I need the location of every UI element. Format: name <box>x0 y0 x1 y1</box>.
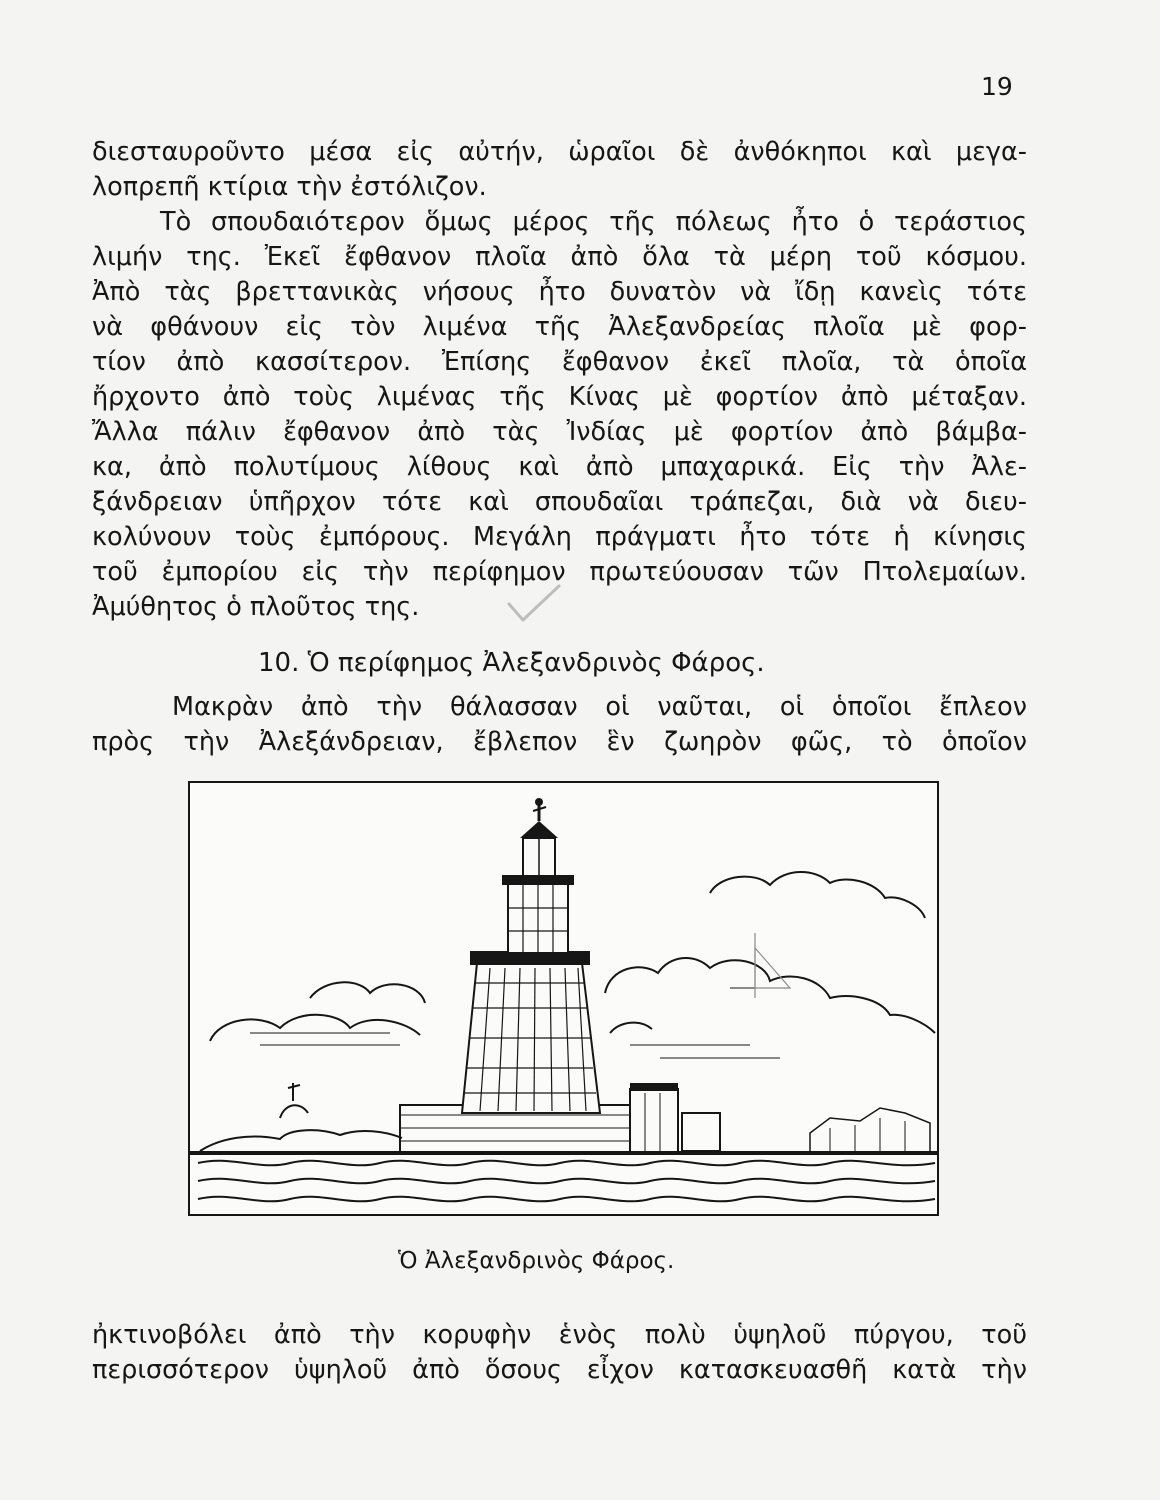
text-line: ἤρχοντο ἀπὸ τοὺς λιμένας τῆς Κίνας μὲ φορτίον ἀπὸ μέταξαν. <box>92 382 1027 412</box>
section-heading: 10. Ὁ περίφημος Ἀλεξανδρινὸς Φάρος. <box>258 648 765 678</box>
text-line: κολύνουν τοὺς ἐμπόρους. Μεγάλη πράγματι ἦτο τότε ἡ κίνησις <box>92 522 1027 552</box>
lighthouse-illustration <box>188 781 939 1216</box>
text-line: ξάνδρειαν ὑπῆρχον τότε καὶ σπουδαῖαι τράπεζαι, διὰ νὰ διευ- <box>92 487 1027 517</box>
text-line: Ἀπὸ τὰς βρεττανικὰς νήσους ἦτο δυνατὸν νὰ ἴδῃ κανεὶς τότε <box>92 277 1027 307</box>
text-line: ἠκτινοβόλει ἀπὸ τὴν κορυφὴν ἑνὸς πολὺ ὑψηλοῦ πύργου, τοῦ <box>92 1320 1027 1350</box>
text-line: νὰ φθάνουν εἰς τὸν λιμένα τῆς Ἀλεξανδρείας πλοῖα μὲ φορ- <box>92 312 1027 342</box>
page-number: 19 <box>981 72 1013 101</box>
check-mark-icon <box>505 580 565 630</box>
text-line: λιμήν της. Ἐκεῖ ἔφθανον πλοῖα ἀπὸ ὅλα τὰ μέρη τοῦ κόσμου. <box>92 242 1027 272</box>
text-line: τοῦ ἐμπορίου εἰς τὴν περίφημον πρωτεύουσαν τῶν Πτολεμαίων. <box>92 557 1027 587</box>
text-line: πρὸς τὴν Ἀλεξάνδρειαν, ἔβλεπον ἓν ζωηρὸν φῶς, τὸ ὁποῖον <box>92 727 1027 757</box>
text-line: Μακρὰν ἀπὸ τὴν θάλασσαν οἱ ναῦται, οἱ ὁποῖοι ἔπλεον <box>172 692 1027 722</box>
text-line: Τὸ σπουδαιότερον ὅμως μέρος τῆς πόλεως ἦτο ὁ τεράστιος <box>160 207 1027 237</box>
figure-caption: Ὁ Ἀλεξανδρινὸς Φάρος. <box>398 1248 675 1274</box>
text-line: Ἀμύθητος ὁ πλοῦτος της. <box>92 592 420 622</box>
text-line: περισσότερον ὑψηλοῦ ἀπὸ ὅσους εἶχον κατασκευασθῆ κατὰ τὴν <box>92 1355 1027 1385</box>
text-line: κα, ἀπὸ πολυτίμους λίθους καὶ ἀπὸ μπαχαρικά. Εἰς τὴν Ἀλε- <box>92 452 1027 482</box>
text-line: τίον ἀπὸ κασσίτερον. Ἐπίσης ἔφθανον ἐκεῖ πλοῖα, τὰ ὁποῖα <box>92 347 1027 377</box>
text-line: λοπρεπῆ κτίρια τὴν ἐστόλιζον. <box>92 172 487 202</box>
text-line: Ἄλλα πάλιν ἔφθανον ἀπὸ τὰς Ἰνδίας μὲ φορτίον ἀπὸ βάμβα- <box>92 417 1027 447</box>
text-line: διεσταυροῦντο μέσα εἰς αὐτήν, ὡραῖοι δὲ ἀνθόκηποι καὶ μεγα- <box>92 137 1027 167</box>
